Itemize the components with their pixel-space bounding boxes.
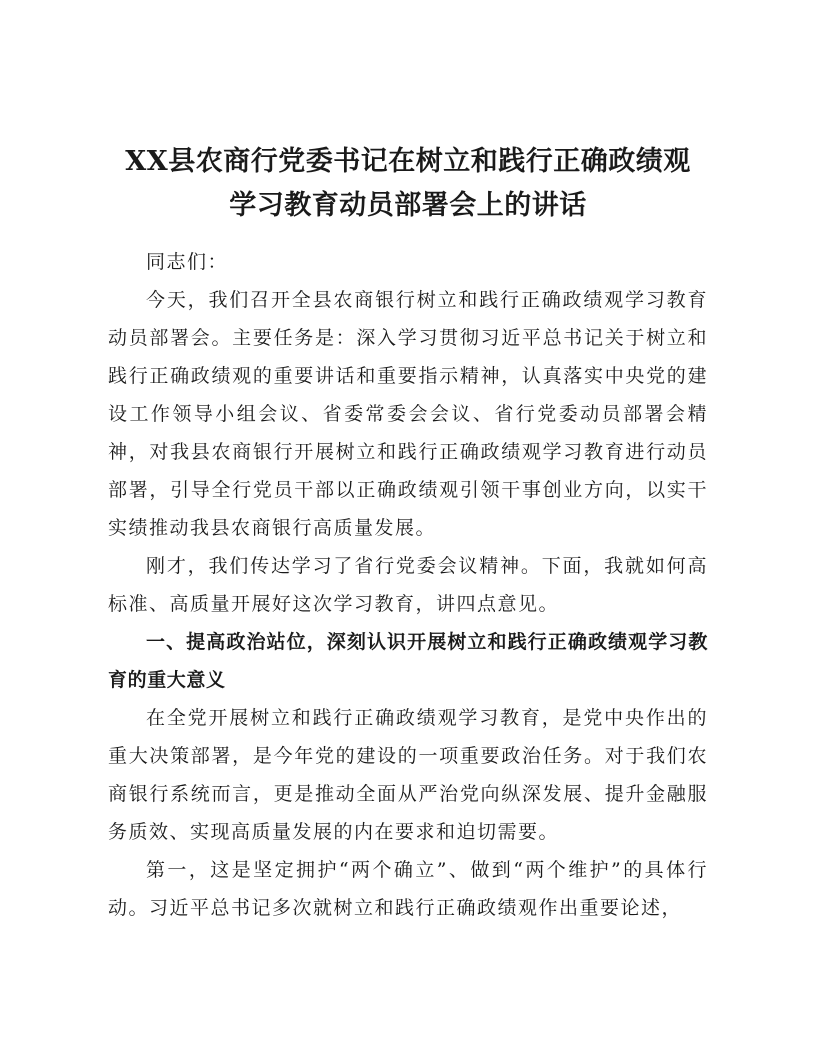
body-paragraph: 刚才，我们传达学习了省行党委会议精神。下面，我就如何高标准、高质量开展好这次学习教育，讲四点意见。 xyxy=(108,555,708,615)
body-paragraph: 今天，我们召开全县农商银行树立和践行正确政绩观学习教育动员部署会。主要任务是：深入学习贯彻习近平总书记关于树立和践行正确政绩观的重要讲话和重要指示精神，认真落实中央党的建设工作领导小组会议、省委常委会会议、省行党委动员部署会精神，对我县农商银行开展树立和践行正确政绩观学习教育进行动员部署，引导全行党员干部以正确政绩观引领干事创业方向，以实干实绩推动我县农商银行高质量发展。 xyxy=(108,289,708,539)
title-line-1: XX县农商行党委书记在树立和践行正确政绩观 xyxy=(125,146,691,177)
document-title xyxy=(100,140,716,228)
document-body xyxy=(108,243,708,927)
section-heading: 一、提高政治站位，深刻认识开展树立和践行正确政绩观学习教育的重大意义 xyxy=(108,631,708,691)
title-line-2: 学习教育动员部署会上的讲话 xyxy=(229,190,587,221)
body-paragraph: 在全党开展树立和践行正确政绩观学习教育，是党中央作出的重大决策部署，是今年党的建设的一项重要政治任务。对于我们农商银行系统而言，更是推动全面从严治党向纵深发展、提升金融服务质效、实现高质量发展的内在要求和迫切需要。 xyxy=(108,707,708,843)
body-paragraph: 第一，这是坚定拥护“两个确立”、做到“两个维护”的具体行动。习近平总书记多次就树立和践行正确政绩观作出重要论述， xyxy=(108,859,708,919)
salutation: 同志们： xyxy=(146,251,229,273)
